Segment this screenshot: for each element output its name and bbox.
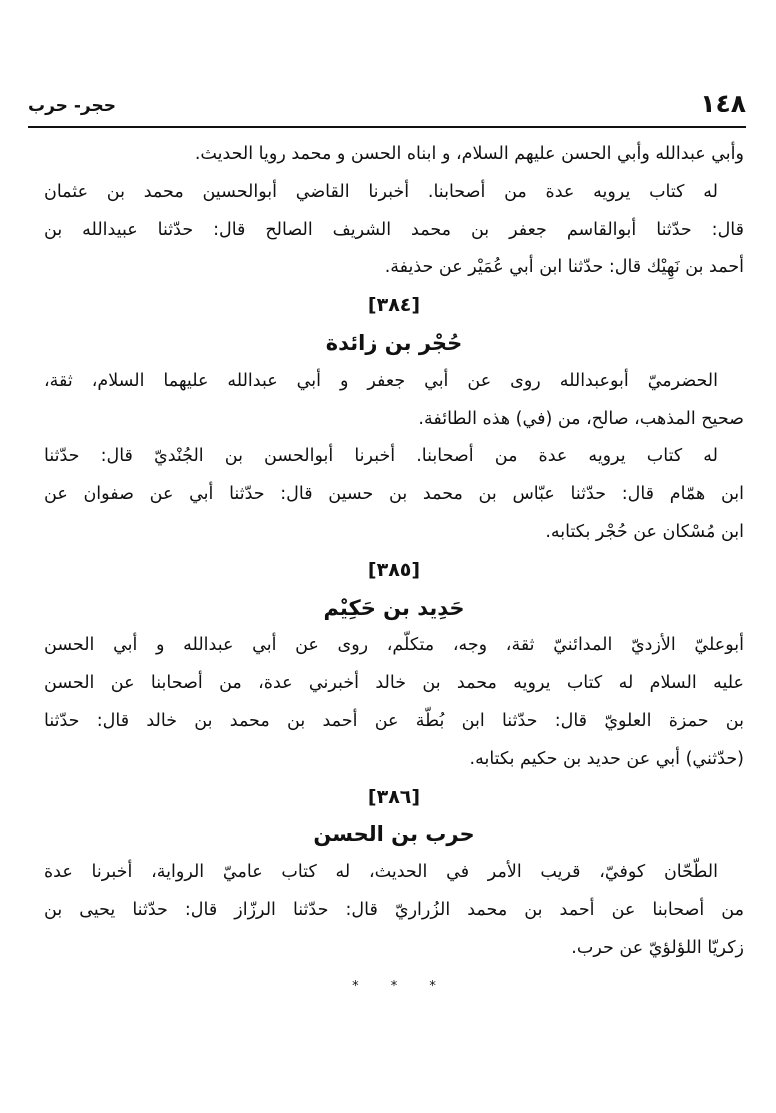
text-line: له كتاب يرويه عدة من أصحابنا. أخبرنا أبوالحسن بن الجُنْديّ قال: حدّثنا <box>44 446 718 467</box>
text-line: ابن مُسْكان عن حُجْر بكتابه. <box>545 521 744 542</box>
text-line: أبوعليّ الأزديّ المدائنيّ ثقة، وجه، متكلّم، روى عن أبي عبدالله و أبي الحسن <box>44 635 744 656</box>
text-line: له كتاب يرويه عدة من أصحابنا. أخبرنا القاضي أبوالحسين محمد بن عثمان <box>44 181 718 202</box>
text-line: ابن همّام قال: حدّثنا عبّاس بن محمد بن حسين قال: حدّثنا أبي عن صفوان عن <box>44 484 744 505</box>
entry-number: [٣٨٥] <box>367 558 421 581</box>
intro-paragraph <box>44 136 744 287</box>
text-line: بن حمزة العلويّ قال: حدّثنا ابن بُطّة عن أحمد بن محمد بن خالد قال: حدّثنا <box>44 710 744 731</box>
text-line: الحضرميّ أبوعبدالله روى عن أبي جعفر و أبي عبدالله عليهما السلام، ثقة، <box>44 370 718 391</box>
text-line: من أصحابنا عن أحمد بن محمد الزُراريّ قال: حدّثنا الرزّاز قال: حدّثنا يحيى بن <box>44 899 744 920</box>
text-line: (حدّثني) أبي عن حديد بن حكيم بكتابه. <box>469 748 744 769</box>
entry-name: حَدِيد بن حَكِيْم <box>323 595 465 620</box>
entry-386 <box>44 779 744 968</box>
header-rule <box>28 126 746 128</box>
page-header <box>28 88 746 124</box>
running-head: حجر- حرب <box>28 96 116 116</box>
page-body <box>44 136 744 1005</box>
text-line: وأبي عبدالله وأبي الحسن عليهم السلام، و ابناه الحسن و محمد رويا الحديث. <box>194 144 744 164</box>
entry-384 <box>44 287 744 552</box>
text-line: الطّحّان كوفيّ، قريب الأمر في الحديث، له كتاب عاميّ الرواية، أخبرنا عدة <box>44 862 718 883</box>
entry-number: [٣٨٦] <box>367 785 421 808</box>
entry-name: حُجْر بن زائدة <box>325 330 463 355</box>
text-line: عليه السلام له كتاب يرويه محمد بن خالد أخبرني عدة، من أصحابنا عن الحسن <box>44 673 744 694</box>
text-line: أحمد بن نَهِيْك قال: حدّثنا ابن أبي عُمَيْر عن حذيفة. <box>384 257 744 278</box>
text-line: صحيح المذهب، صالح، من (في) هذه الطائفة. <box>418 408 744 429</box>
entry-number: [٣٨٤] <box>367 294 421 317</box>
section-ornament: * * * <box>352 978 450 994</box>
text-line: زكريّا اللؤلؤيّ عن حرب. <box>571 937 744 958</box>
page-number: ١٤٨ <box>700 89 746 118</box>
text-line: قال: حدّثنا أبوالقاسم جعفر بن محمد الشريف الصالح قال: حدّثنا عبيدالله بن <box>44 219 744 240</box>
entry-name: حرب بن الحسن <box>313 822 475 847</box>
entry-385 <box>44 552 744 779</box>
